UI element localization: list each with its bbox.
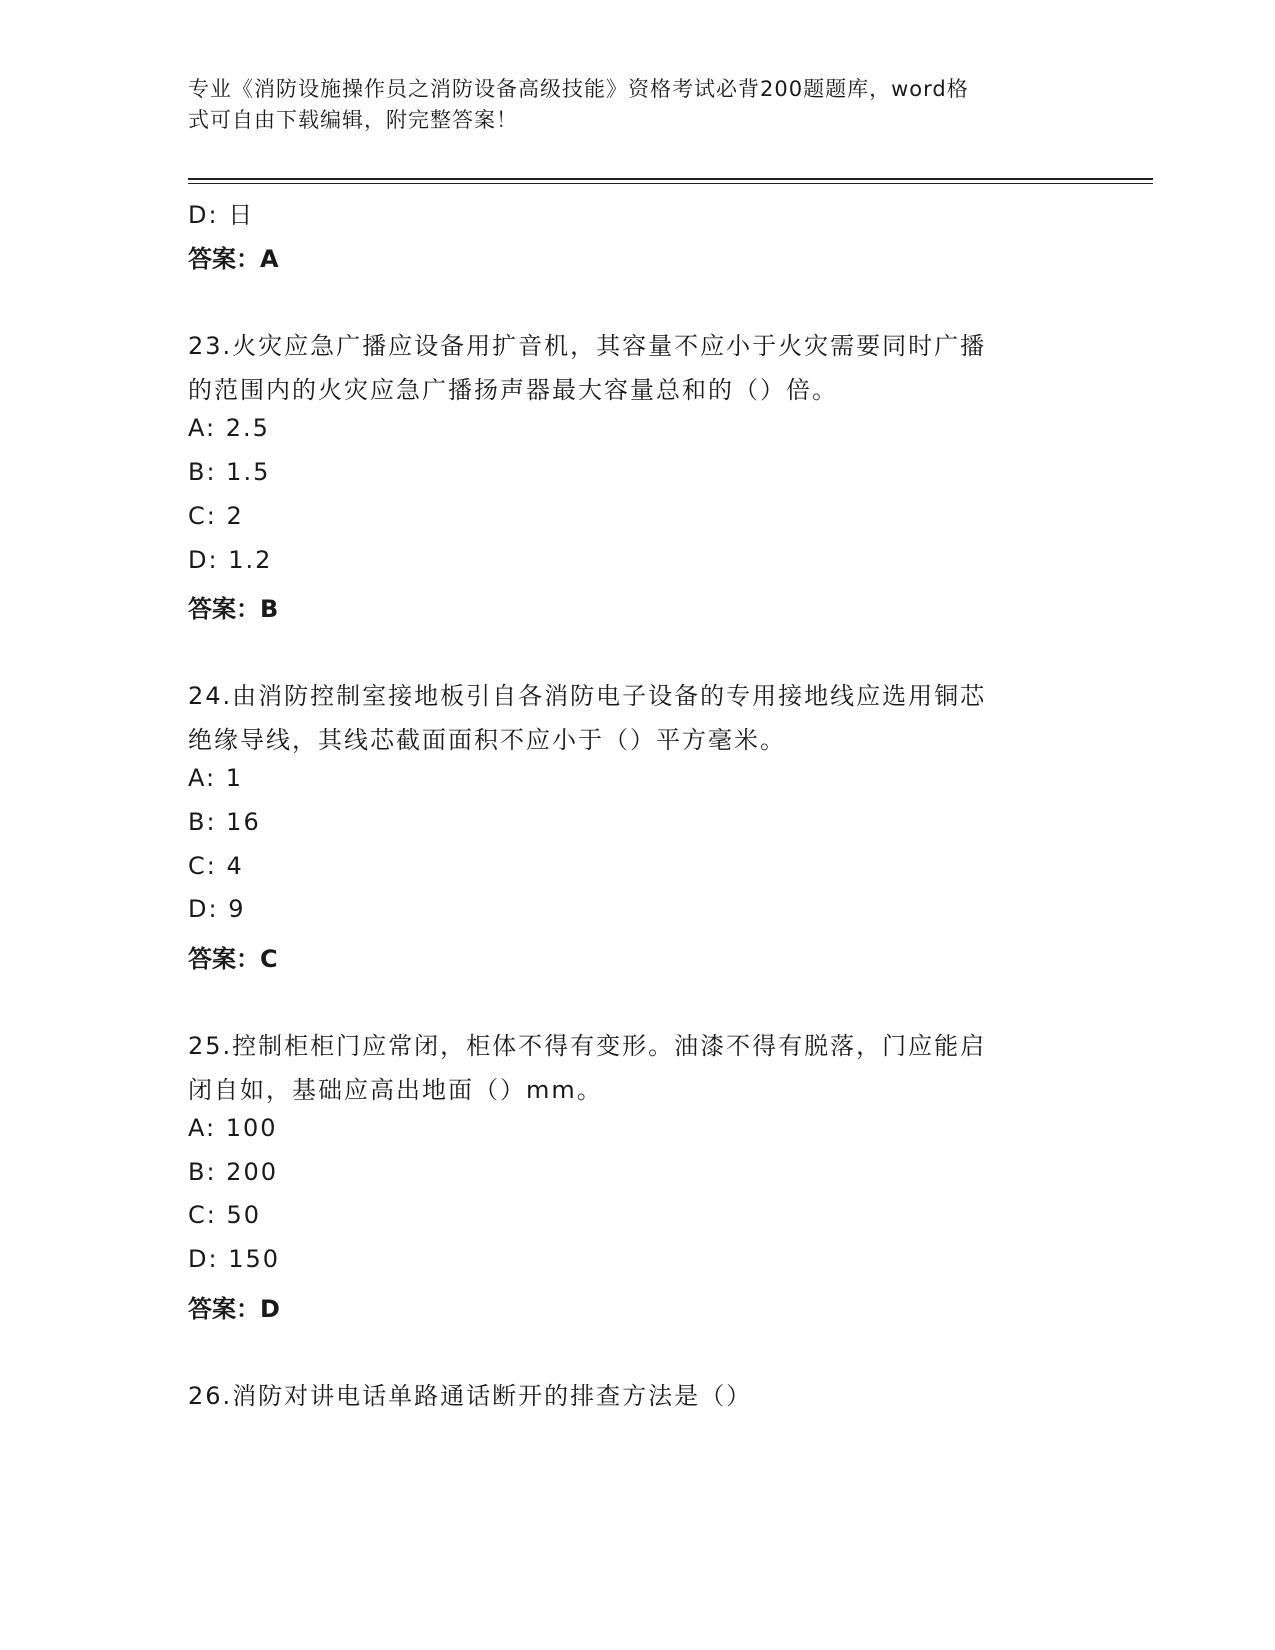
q24-option-d: D: 9	[188, 895, 246, 923]
q25-option-d: D: 150	[188, 1245, 281, 1273]
header-title-line-2: 式可自由下载编辑，附完整答案！	[188, 108, 518, 132]
document-header	[188, 74, 1068, 136]
q24-answer: 答案：C	[188, 945, 278, 973]
q25-option-a: A: 100	[188, 1114, 278, 1142]
q25-option-c: C: 50	[188, 1201, 262, 1229]
q23-text-line-1: 23.火灾应急广播应设备用扩音机，其容量不应小于火灾需要同时广播	[188, 332, 987, 360]
q23-option-c: C: 2	[188, 502, 244, 530]
q24-option-c: C: 4	[188, 852, 244, 880]
prev-answer: 答案：A	[188, 245, 279, 273]
q26-text-line-1: 26.消防对讲电话单路通话断开的排查方法是（）	[188, 1382, 753, 1410]
q24-text-line-2: 绝缘导线，其线芯截面面积不应小于（）平方毫米。	[188, 726, 786, 754]
q25-text-line-1: 25.控制柜柜门应常闭，柜体不得有变形。油漆不得有脱落，门应能启	[188, 1032, 987, 1060]
q25-option-b: B: 200	[188, 1158, 278, 1186]
q23-answer: 答案：B	[188, 595, 279, 623]
q25-answer: 答案：D	[188, 1295, 280, 1323]
header-divider-thick	[188, 178, 1153, 180]
q23-option-a: A: 2.5	[188, 414, 270, 442]
q24-option-b: B: 16	[188, 808, 261, 836]
header-divider-thin	[188, 183, 1153, 184]
header-title-line-1: 专业《消防设施操作员之消防设备高级技能》资格考试必背200题题库，word格	[188, 77, 969, 101]
q24-option-a: A: 1	[188, 764, 243, 792]
q23-option-d: D: 1.2	[188, 546, 273, 574]
q23-option-b: B: 1.5	[188, 458, 271, 486]
q23-text-line-2: 的范围内的火灾应急广播扬声器最大容量总和的（）倍。	[188, 376, 838, 404]
q24-text-line-1: 24.由消防控制室接地板引自各消防电子设备的专用接地线应选用铜芯	[188, 682, 987, 710]
prev-option-d: D: 日	[188, 201, 255, 229]
q25-text-line-2: 闭自如，基础应高出地面（）mm。	[188, 1076, 603, 1104]
